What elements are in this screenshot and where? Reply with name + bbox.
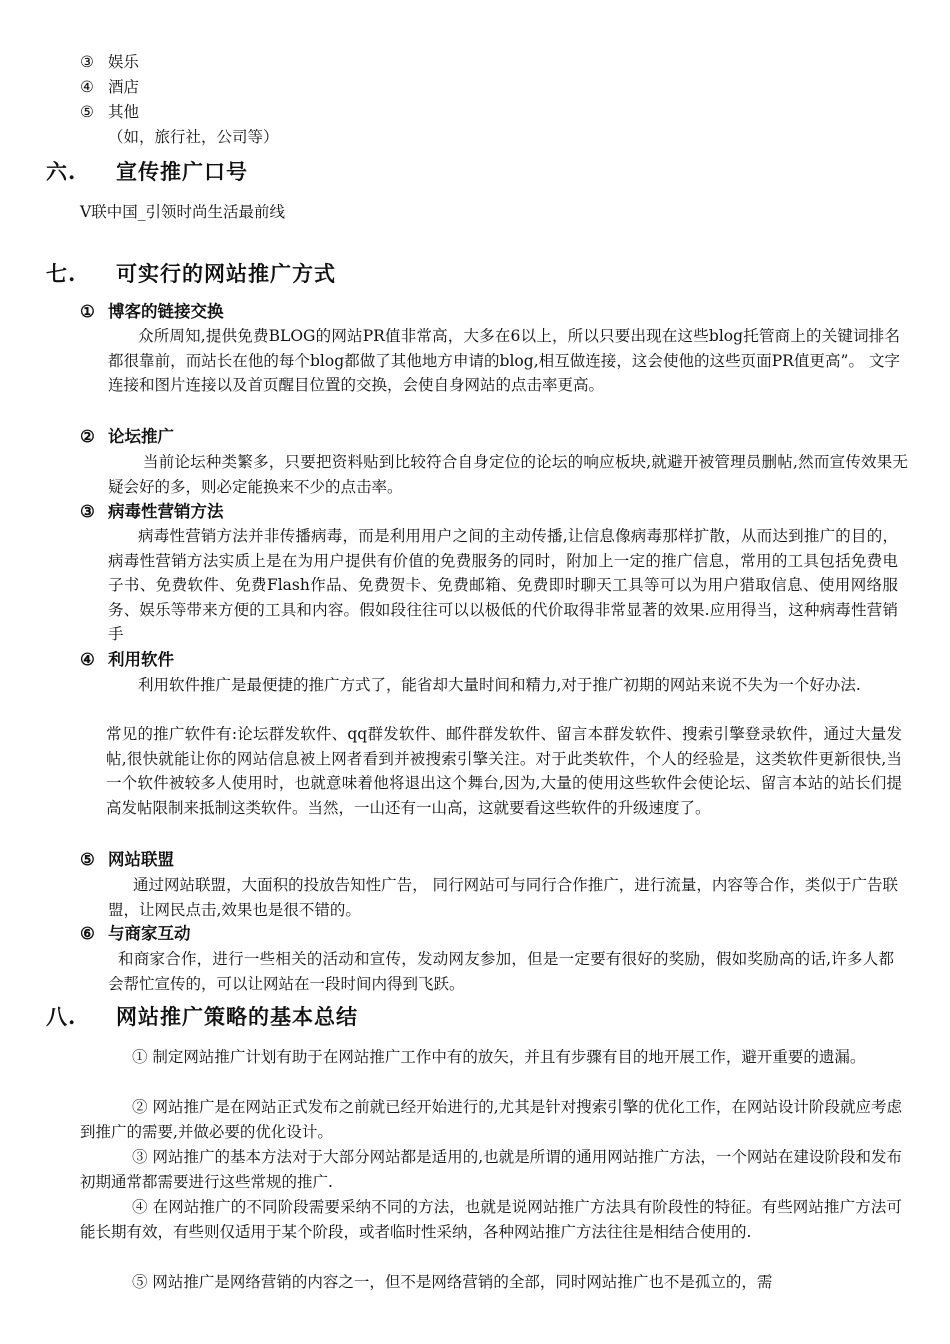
list-note: （如，旅行社，公司等） (108, 128, 279, 146)
list-number: ⑤ (80, 103, 94, 121)
method-title: 利用软件 (108, 650, 174, 669)
summary-item: ① 制定网站推广计划有助于在网站推广工作中有的放矢，并且有步骤有目的地开展工作，避开重要的遗漏。 (132, 1048, 866, 1066)
list-item (80, 100, 139, 125)
method-paragraph: 利用软件推广是最便捷的推广方式了，能省却大量时间和精力,对于推广初期的网站来说不失为一个好办法. (138, 676, 861, 694)
method-number: ⑤ (80, 850, 95, 869)
section-8-heading (46, 1005, 358, 1030)
section-title: 宣传推广口号 (116, 159, 248, 184)
list-item (80, 50, 139, 75)
method-paragraph: 和商家合作，进行一些相关的活动和宣传，发动网友参加，但是一定要有很好的奖励，假如奖励高的话,许多人都会帮忙宣传的，可以让网站在一段时间内得到飞跃。 (108, 950, 894, 993)
method-paragraph: 当前论坛种类繁多，只要把资料贴到比较符合自身定位的论坛的响应板块,就避开被管理员删帖,然而宣传效果无疑会好的多，则必定能换来不少的点击率。 (108, 453, 908, 496)
section-number: 六. (46, 159, 77, 184)
list-text: 其他 (108, 103, 140, 121)
method-heading-viral (80, 500, 224, 525)
slogan-text: V联中国_引领时尚生活最前线 (80, 203, 285, 221)
list-text: 娱乐 (108, 53, 140, 71)
method-paragraph: 通过网站联盟，大面积的投放告知性广告， 同行网站可与同行合作推广，进行流量，内容等合作，类似于广告联盟，让网民点击,效果也是很不错的。 (108, 876, 898, 919)
method-title: 病毒性营销方法 (108, 502, 224, 521)
method-number: ① (80, 302, 95, 321)
method-number: ③ (80, 502, 95, 521)
method-title: 博客的链接交换 (108, 302, 224, 321)
method-number: ⑥ (80, 924, 95, 943)
method-number: ② (80, 427, 95, 446)
method-heading-blog-links (80, 300, 224, 325)
summary-item: ⑤ 网站推广是网络营销的内容之一，但不是网络营销的全部，同时网站推广也不是孤立的，需 (132, 1273, 773, 1291)
section-title: 可实行的网站推广方式 (116, 261, 336, 286)
method-number: ④ (80, 650, 95, 669)
method-heading-merchant (80, 922, 191, 947)
list-text: 酒店 (108, 78, 140, 96)
list-item (80, 75, 139, 100)
summary-item: ② 网站推广是在网站正式发布之前就已经开始进行的,尤其是针对搜索引擎的优化工作，在网站设计阶段就应考虑到推广的需要,并做必要的优化设计。 (80, 1098, 902, 1141)
summary-item: ④ 在网站推广的不同阶段需要采纳不同的方法，也就是说网站推广方法具有阶段性的特征。有些网站推广方法可能长期有效，有些则仅适用于某个阶段，或者临时性采纳，各种网站推广方法往往是相结合使用的. (80, 1198, 902, 1241)
method-paragraph: 众所周知,提供免费BLOG的网站PR值非常高，大多在6以上，所以只要出现在这些blog托管商上的关键词排名都很靠前，而站长在他的每个blog都做了其他地方申请的blog,相互做连接，这会使他的这些页面PR值更高”。 文字连接和图片连接以及首页醒目位置的交换，会使自身网站的点击率更高。 (108, 327, 900, 394)
section-number: 七. (46, 261, 77, 286)
method-heading-alliance (80, 848, 174, 873)
section-number: 八. (46, 1004, 77, 1029)
method-paragraph: 病毒性营销方法并非传播病毒，而是利用用户之间的主动传播,让信息像病毒那样扩散，从而达到推广的目的，病毒性营销方法实质上是在为用户提供有价值的免费服务的同时，附加上一定的推广信息，常用的工具包括免费电子书、免费软件、免费Flash作品、免费贺卡、免费邮箱、免费即时聊天工具等可以为用户猎取信息、使用网络服务、娱乐等带来方便的工具和内容。假如段往往可以以极低的代价取得非常显著的效果.应用得当，这种病毒性营销手 (108, 527, 898, 643)
method-title: 与商家互动 (108, 924, 191, 943)
method-title: 网站联盟 (108, 850, 174, 869)
section-6-heading (46, 160, 248, 185)
section-title: 网站推广策略的基本总结 (116, 1004, 358, 1029)
method-title: 论坛推广 (108, 427, 174, 446)
method-heading-forum (80, 425, 174, 450)
list-number: ④ (80, 78, 94, 96)
section-7-heading (46, 262, 336, 287)
summary-item: ③ 网站推广的基本方法对于大部分网站都是适用的,也就是所谓的通用网站推广方法，一个网站在建设阶段和发布初期通常都需要进行这些常规的推广. (80, 1148, 902, 1191)
method-paragraph: 常见的推广软件有:论坛群发软件、qq群发软件、邮件群发软件、留言本群发软件、搜索引擎登录软件，通过大量发帖,很快就能让你的网站信息被上网者看到并被搜索引擎关注。对于此类软件，个人的经验是，这类软件更新很快,当一个软件被较多人使用时，也就意味着他将退出这个舞台,因为,大量的使用这些软件会使论坛、留言本站的站长们提高发帖限制来抵制这类软件。当然，一山还有一山高，这就要看这些软件的升级速度了。 (106, 725, 902, 817)
list-number: ③ (80, 53, 94, 71)
method-heading-software (80, 648, 174, 673)
